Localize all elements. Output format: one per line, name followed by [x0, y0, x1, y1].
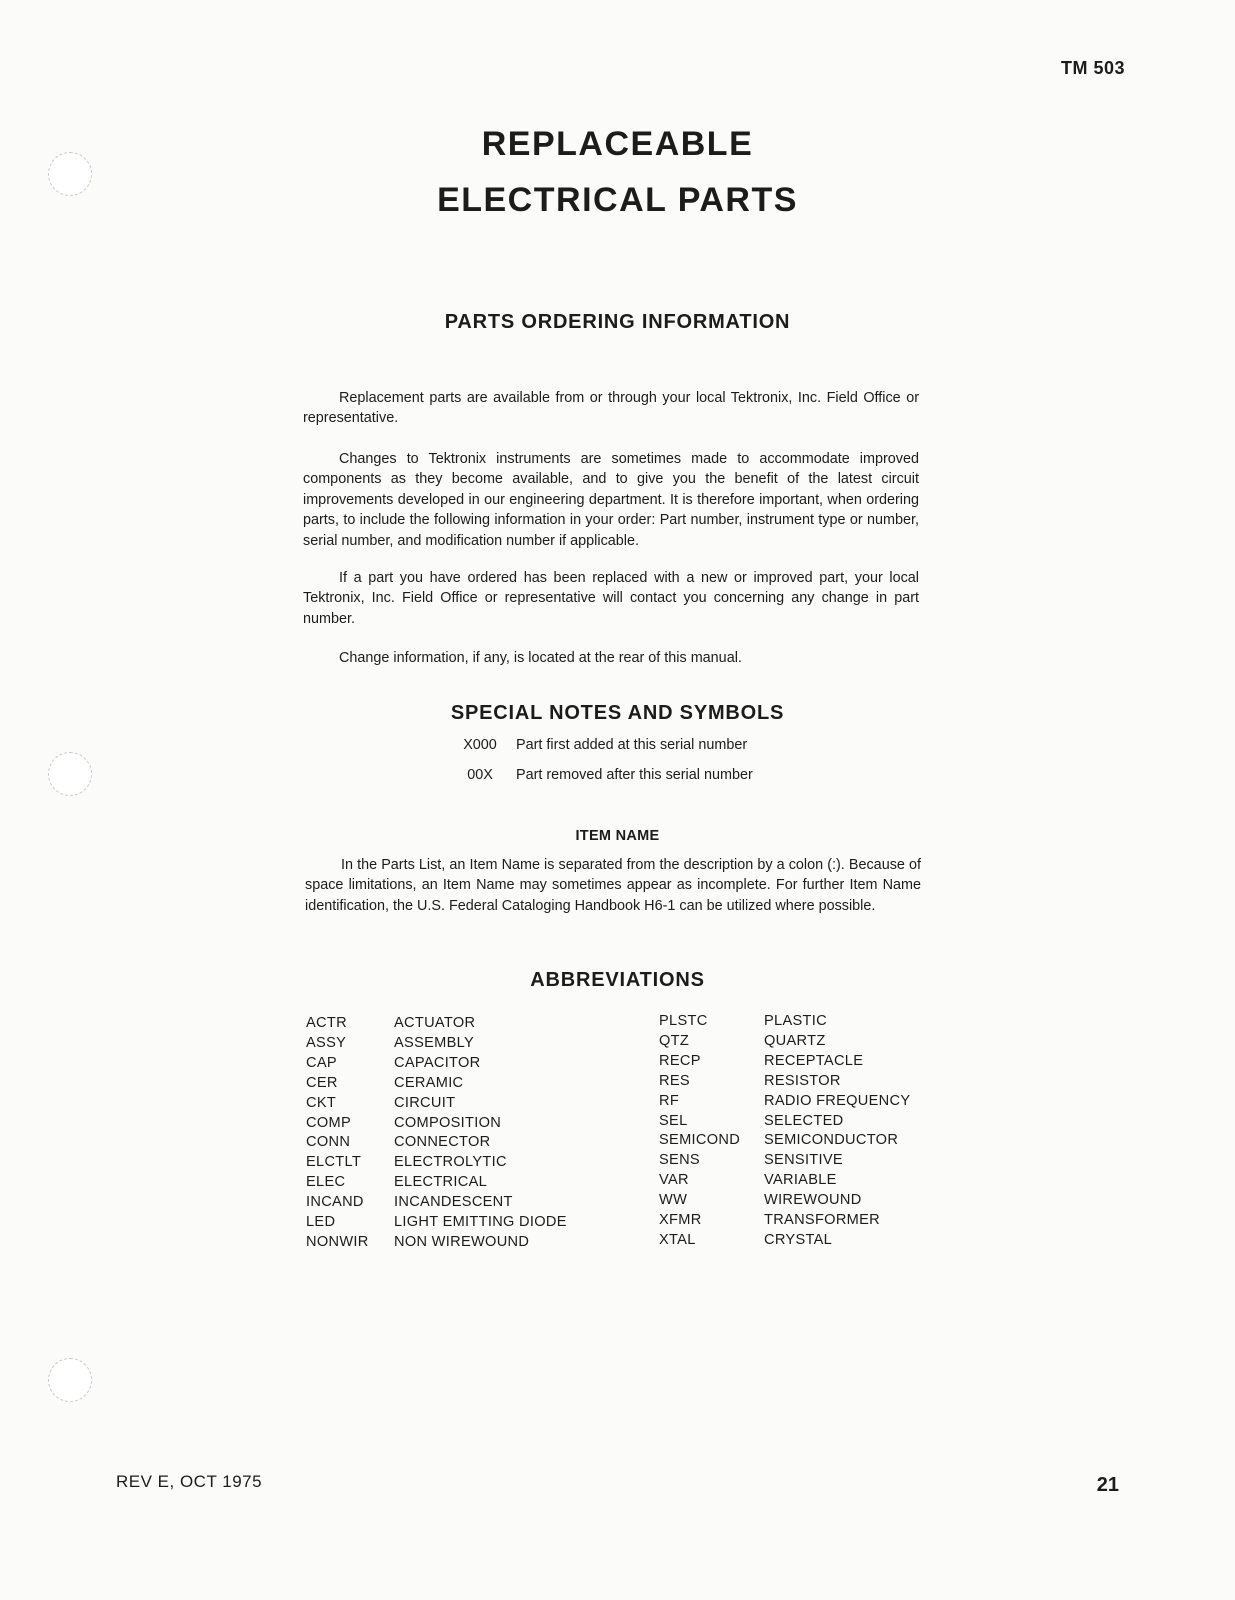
page-title-line-2: ELECTRICAL PARTS — [437, 181, 798, 219]
abbreviation-code: XFMR — [659, 1212, 702, 1229]
abbreviation-code: SENS — [659, 1152, 700, 1169]
page-number: 21 — [1096, 1474, 1119, 1496]
abbreviation-row — [306, 1233, 567, 1253]
abbreviation-row — [659, 1231, 910, 1251]
abbreviation-row — [659, 1012, 910, 1032]
abbreviation-code: CKT — [306, 1094, 337, 1111]
abbreviation-code: RECP — [659, 1052, 701, 1069]
ordering-paragraph: Changes to Tektronix instruments are sometimes made to accommodate improved components as they become available, and to give you the benefit of the latest circuit improvements developed in our engineering department. It is therefore important, when ordering parts, to include the following information in your order: Part number, instrument type or number, serial number, and modification number if applicable. — [303, 451, 919, 549]
abbreviation-row — [306, 1034, 567, 1054]
abbreviation-row — [306, 1193, 567, 1213]
abbreviation-row — [306, 1153, 567, 1173]
abbreviation-code: VAR — [659, 1172, 689, 1189]
abbreviation-meaning: RESISTOR — [764, 1072, 841, 1089]
abbreviation-code: LED — [306, 1214, 336, 1231]
abbreviation-meaning: CAPACITOR — [394, 1054, 481, 1071]
symbol-row — [444, 737, 753, 767]
abbreviation-meaning: SEMICONDUCTOR — [764, 1132, 899, 1149]
abbreviation-code: RES — [659, 1072, 690, 1089]
abbreviation-meaning: TRANSFORMER — [764, 1212, 880, 1229]
abbreviation-meaning: ASSEMBLY — [394, 1034, 474, 1051]
punch-hole — [48, 752, 92, 796]
abbreviation-row — [659, 1072, 910, 1092]
abbreviation-meaning: CIRCUIT — [394, 1094, 456, 1111]
abbreviation-meaning: WIREWOUND — [764, 1192, 862, 1209]
abbreviation-row — [306, 1094, 567, 1114]
abbreviation-row — [306, 1014, 567, 1034]
abbreviation-code: CER — [306, 1074, 338, 1091]
abbreviation-meaning: CERAMIC — [394, 1074, 464, 1091]
abbreviation-meaning: CONNECTOR — [394, 1134, 491, 1151]
abbreviation-meaning: LIGHT EMITTING DIODE — [394, 1214, 567, 1231]
abbreviation-row — [659, 1151, 910, 1171]
abbreviation-meaning: ELECTRICAL — [394, 1174, 488, 1191]
abbreviation-meaning: ACTUATOR — [394, 1015, 476, 1031]
abbreviation-row — [659, 1131, 910, 1151]
abbreviation-row — [306, 1114, 567, 1134]
abbreviation-row — [306, 1133, 567, 1153]
punch-hole — [48, 1358, 92, 1402]
abbreviation-meaning: VARIABLE — [764, 1172, 837, 1189]
abbreviation-code: ACTR — [306, 1015, 347, 1031]
abbreviation-code: XTAL — [659, 1231, 696, 1248]
item-name-heading: ITEM NAME — [575, 828, 660, 844]
abbreviation-meaning: QUARTZ — [764, 1032, 826, 1049]
abbreviation-code: COMP — [306, 1114, 351, 1131]
abbreviations-left-column — [306, 1014, 567, 1253]
abbreviations-heading: ABBREVIATIONS — [530, 969, 705, 991]
abbreviation-meaning: RECEPTACLE — [764, 1052, 864, 1069]
abbreviation-meaning: RADIO FREQUENCY — [764, 1092, 911, 1109]
abbreviation-meaning: NON WIREWOUND — [394, 1233, 530, 1250]
abbreviation-code: CONN — [306, 1134, 351, 1151]
abbreviation-row — [306, 1054, 567, 1074]
abbreviation-meaning: INCANDESCENT — [394, 1194, 513, 1211]
abbreviation-meaning: ELECTROLYTIC — [394, 1154, 507, 1171]
page-title-line-1: REPLACEABLE — [481, 125, 754, 163]
abbreviation-code: PLSTC — [659, 1013, 708, 1029]
document-id: TM 503 — [1060, 58, 1125, 78]
ordering-paragraph: If a part you have ordered has been replaced with a new or improved part, your local Tektronix, Inc. Field Office or representative will contact you concerning any change in part number. — [303, 570, 919, 627]
symbol-description: Part removed after this serial number — [516, 767, 753, 783]
item-name-paragraph: In the Parts List, an Item Name is separated from the description by a colon (:). Because of space limitations, an Item Name may sometimes appear as incomplete. For further Item Name identification, the U.S. Federal Cataloging Handbook H6-1 can be utilized where possible. — [305, 857, 921, 914]
symbol-code: 00X — [467, 767, 493, 783]
abbreviation-code: QTZ — [659, 1032, 690, 1049]
symbol-description: Part first added at this serial number — [516, 737, 748, 753]
abbreviation-code: WW — [659, 1192, 688, 1209]
abbreviation-row — [659, 1112, 910, 1132]
abbreviation-row — [659, 1191, 910, 1211]
abbreviation-row — [306, 1074, 567, 1094]
abbreviation-row — [659, 1171, 910, 1191]
ordering-heading: PARTS ORDERING INFORMATION — [444, 311, 791, 333]
abbreviation-meaning: CRYSTAL — [764, 1231, 833, 1248]
special-notes-heading: SPECIAL NOTES AND SYMBOLS — [450, 702, 785, 724]
abbreviation-meaning: SELECTED — [764, 1112, 844, 1129]
abbreviation-code: CAP — [306, 1054, 337, 1071]
abbreviation-code: SEL — [659, 1112, 688, 1129]
abbreviation-row — [306, 1173, 567, 1193]
abbreviation-meaning: PLASTIC — [764, 1013, 827, 1029]
abbreviation-meaning: COMPOSITION — [394, 1114, 502, 1131]
abbreviation-code: NONWIR — [306, 1233, 369, 1250]
abbreviation-meaning: SENSITIVE — [764, 1152, 843, 1169]
abbreviation-code: SEMICOND — [659, 1132, 741, 1149]
abbreviation-row — [306, 1213, 567, 1233]
abbreviation-row — [659, 1211, 910, 1231]
ordering-paragraph: Change information, if any, is located at the rear of this manual. — [339, 650, 742, 666]
abbreviation-row — [659, 1052, 910, 1072]
abbreviation-row — [659, 1032, 910, 1052]
abbreviation-code: ASSY — [306, 1034, 347, 1051]
abbreviations-right-column — [659, 1012, 910, 1251]
abbreviation-code: RF — [659, 1092, 680, 1109]
abbreviation-row — [659, 1092, 910, 1112]
ordering-paragraph: Replacement parts are available from or through your local Tektronix, Inc. Field Office or representative. — [303, 390, 919, 427]
revision-date: REV E, OCT 1975 — [116, 1472, 263, 1491]
symbols-list — [444, 737, 753, 797]
symbol-code: X000 — [463, 737, 497, 753]
abbreviation-code: INCAND — [306, 1194, 364, 1211]
abbreviation-code: ELEC — [306, 1174, 346, 1191]
symbol-row — [444, 767, 753, 797]
abbreviation-code: ELCTLT — [306, 1154, 362, 1171]
